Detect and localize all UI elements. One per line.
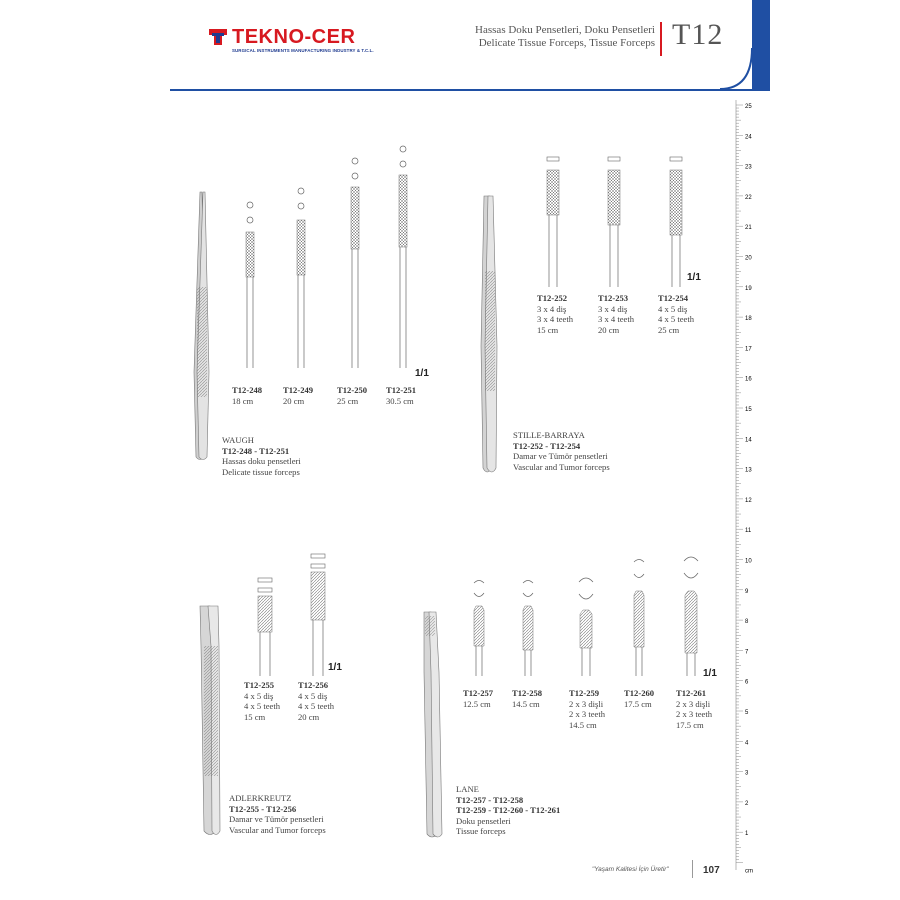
scale-icon: 1/1 <box>687 272 701 283</box>
ruler-label: 16 <box>745 376 752 383</box>
waugh-item-2: T12-249 20 cm <box>283 385 314 406</box>
t12-252-tip <box>540 155 566 290</box>
stille-item-2: T12-253 3 x 4 diş 3 x 4 teeth 20 cm <box>598 293 635 335</box>
lane-item-2: T12-258 14.5 cm <box>512 688 543 709</box>
stille-item-1: T12-252 3 x 4 diş 3 x 4 teeth 15 cm <box>537 293 574 335</box>
t12-254-tip <box>663 155 689 290</box>
ruler-label: 20 <box>745 255 752 262</box>
ruler-label: 1 <box>745 831 749 838</box>
ruler-label: 8 <box>745 619 749 626</box>
scale-icon: 1/1 <box>703 668 717 679</box>
page-number: 107 <box>703 865 720 876</box>
header-rule <box>170 89 770 91</box>
lane-item-5: T12-261 2 x 3 dişli 2 x 3 teeth 17.5 cm <box>676 688 713 730</box>
cm-ruler <box>734 100 764 875</box>
ruler-label: 22 <box>745 194 752 201</box>
ruler-label: 5 <box>745 710 749 716</box>
ruler-label: 11 <box>745 528 752 535</box>
scale-icon: 1/1 <box>328 662 342 673</box>
waugh-item-4: T12-251 30.5 cm <box>386 385 417 406</box>
ruler-label: 2 <box>745 800 749 807</box>
ruler-label: 4 <box>745 740 749 747</box>
brand-subtitle: SURGICAL INSTRUMENTS MANUFACTURING INDUSTRY & T.C.L. <box>232 48 374 53</box>
header-titles <box>475 24 655 50</box>
adler-item-1: T12-255 4 x 5 diş 4 x 5 teeth 15 cm <box>244 680 281 722</box>
ruler-label: 17 <box>745 346 752 353</box>
t12-250-tip <box>345 156 365 370</box>
stille-forceps-illustration <box>478 196 504 476</box>
lane-caption: LANE T12-257 - T12-258 T12-259 - T12-260 - T12-261 Doku pensetleri Tissue forceps <box>456 784 561 836</box>
waugh-caption: WAUGH T12-248 - T12-251 Hassas doku pensetleri Delicate tissue forceps <box>222 435 301 477</box>
lane-forceps-illustration <box>420 612 450 840</box>
t12-251-tip <box>393 144 413 370</box>
header-title-en: Delicate Tissue Forceps, Tissue Forceps <box>478 37 655 49</box>
waugh-item-3: T12-250 25 cm <box>337 385 368 406</box>
ruler-label: 14 <box>745 437 752 444</box>
adler-caption: ADLERKREUTZ T12-255 - T12-256 Damar ve Tümör pensetleri Vascular and Tumor forceps <box>229 793 326 835</box>
t12-260-tip <box>628 557 650 678</box>
waugh-forceps-illustration <box>190 192 220 462</box>
ruler-label: 15 <box>745 407 752 413</box>
adlerkreutz-forceps-illustration <box>198 606 228 838</box>
ruler-label: 18 <box>745 316 752 323</box>
ruler-label: 10 <box>745 558 752 565</box>
lane-item-1: T12-257 12.5 cm <box>463 688 494 709</box>
section-code: T12 <box>672 18 724 51</box>
brand-logo <box>207 27 374 53</box>
ruler-label: 7 <box>745 649 749 656</box>
logo-mark-icon <box>207 27 229 47</box>
ruler-label: 24 <box>745 134 752 141</box>
header-title-tr: Hassas Doku Pensetleri, Doku Pensetleri <box>475 24 655 36</box>
ruler-label: 19 <box>745 285 752 292</box>
footer-slogan: "Yaşam Kalitesi İçin Üretir" <box>592 866 669 873</box>
ruler-label: cm <box>745 868 753 875</box>
t12-258-tip <box>517 578 539 678</box>
ruler-label: 12 <box>745 497 752 504</box>
ruler-label: 13 <box>745 467 752 474</box>
ruler-label: 3 <box>745 770 749 777</box>
stille-caption: STILLE-BARRAYA T12-252 - T12-254 Damar ve Tümör pensetleri Vascular and Tumor forceps <box>513 430 610 472</box>
ruler-label: 21 <box>745 225 752 232</box>
t12-257-tip <box>468 578 490 678</box>
t12-249-tip <box>291 186 311 370</box>
ruler-label: 6 <box>745 679 749 686</box>
scale-icon: 1/1 <box>415 368 429 379</box>
ruler-label: 25 <box>745 104 752 110</box>
t12-256-tip <box>305 552 331 679</box>
t12-248-tip <box>240 200 260 370</box>
header-blue-tab <box>752 0 770 90</box>
footer-divider <box>692 860 693 878</box>
header-divider <box>660 22 662 56</box>
t12-261-tip <box>679 553 703 678</box>
t12-255-tip <box>252 574 278 679</box>
adler-item-2: T12-256 4 x 5 diş 4 x 5 teeth 20 cm <box>298 680 335 722</box>
ruler-label: 23 <box>745 164 752 171</box>
brand-name: TEKNO-CER <box>232 26 356 48</box>
lane-item-3: T12-259 2 x 3 dişli 2 x 3 teeth 14.5 cm <box>569 688 606 730</box>
ruler-label: 9 <box>745 588 749 595</box>
stille-item-3: T12-254 4 x 5 diş 4 x 5 teeth 25 cm <box>658 293 695 335</box>
waugh-item-1: T12-248 18 cm <box>232 385 263 406</box>
t12-253-tip <box>601 155 627 290</box>
t12-259-tip <box>574 574 598 678</box>
lane-item-4: T12-260 17.5 cm <box>624 688 655 709</box>
